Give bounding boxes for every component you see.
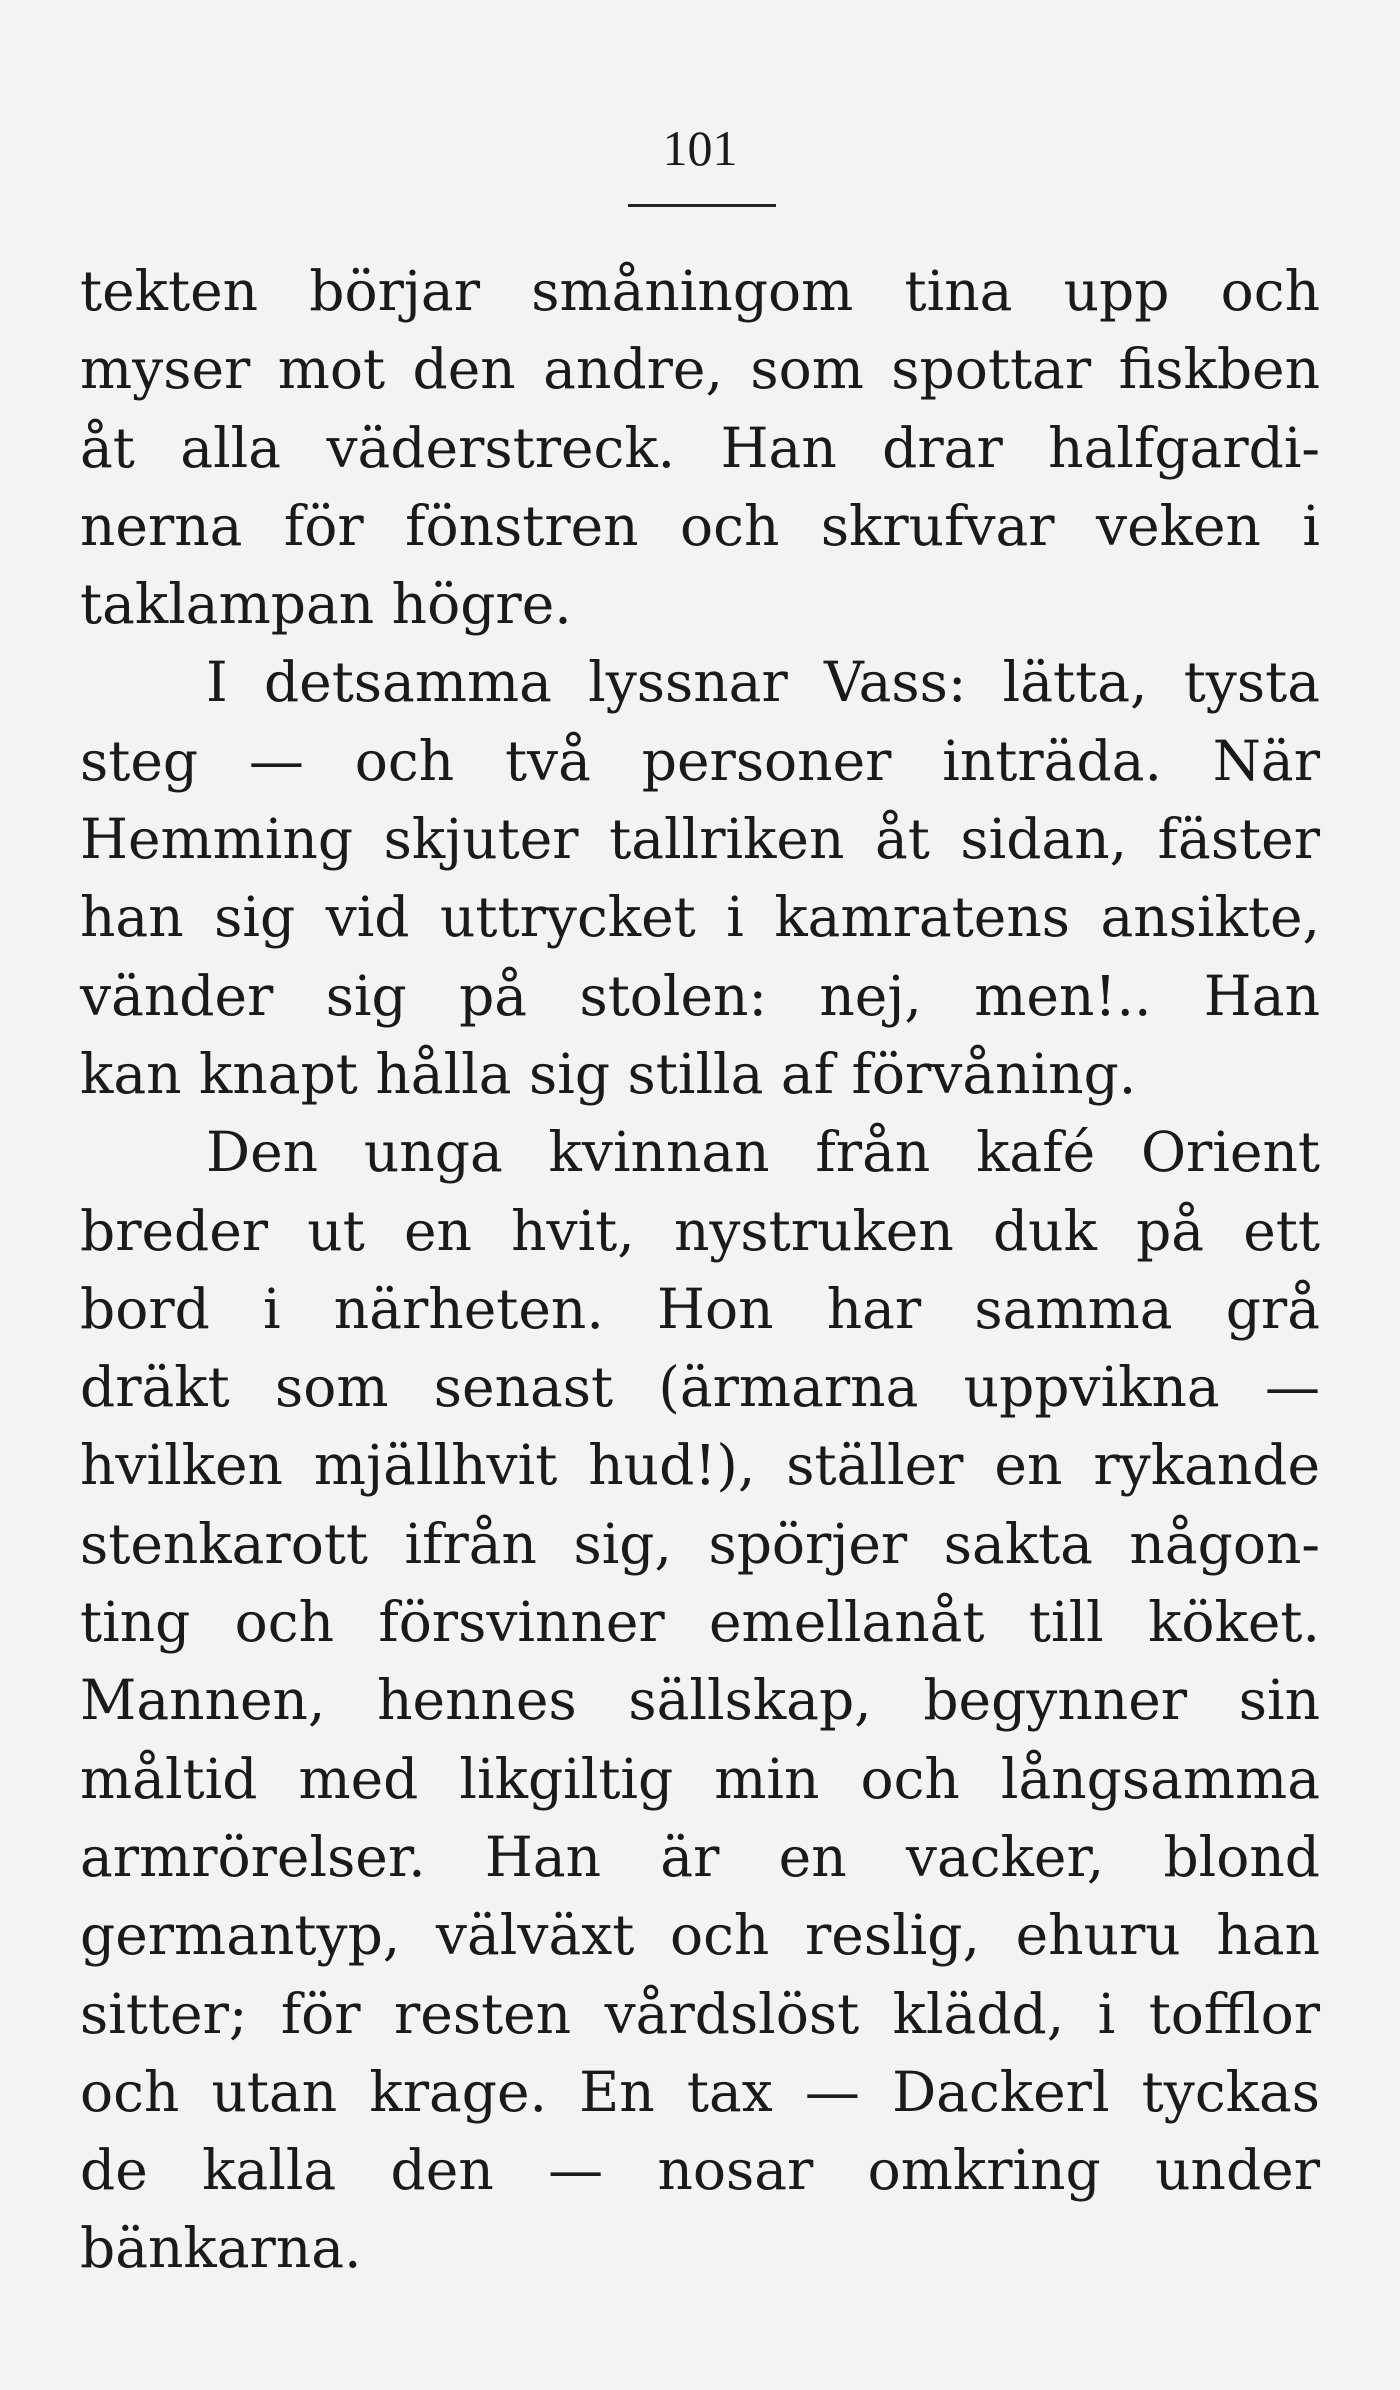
text-line: myser mot den andre, som spottar fiskben [80, 337, 1320, 402]
text-line: vänder sig på stolen: nej, men!.. Han [80, 963, 1320, 1028]
page-number: 101 [662, 120, 738, 176]
text-line: taklampan högre. [80, 572, 572, 637]
text-line: steg — och två personer inträda. När [80, 728, 1320, 793]
text-line: Hemming skjuter tallriken åt sidan, fäster [80, 807, 1320, 872]
text-line: hvilken mjällhvit hud!), ställer en rykande [80, 1433, 1320, 1498]
text-line: I detsamma lyssnar Vass: lätta, tysta [206, 650, 1320, 715]
text-line: sitter; för resten vårdslöst klädd, i tofflor [80, 1981, 1320, 2046]
text-line: bord i närheten. Hon har samma grå [80, 1276, 1320, 1341]
text-line: och utan krage. En tax — Dackerl tyckas [80, 2059, 1320, 2124]
text-line: ting och försvinner emellanåt till köket. [80, 1590, 1320, 1655]
body-text [80, 252, 1320, 2288]
text-line: armrörelser. Han är en vacker, blond [80, 1824, 1320, 1889]
text-line: åt alla väderstreck. Han drar halfgardi- [80, 415, 1320, 480]
text-line: måltid med likgiltig min och långsamma [80, 1746, 1320, 1811]
text-line: nerna för fönstren och skrufvar veken i [80, 493, 1320, 558]
text-line: kan knapt hålla sig stilla af förvåning. [80, 1041, 1137, 1106]
text-line: tekten börjar småningom tina upp och [80, 259, 1320, 323]
text-line: bänkarna. [80, 2216, 362, 2281]
text-line: han sig vid uttrycket i kamratens ansikte, [80, 885, 1320, 950]
text-line: Den unga kvinnan från kafé Orient [206, 1120, 1320, 1185]
text-line: stenkarott ifrån sig, spörjer sakta någon- [80, 1511, 1320, 1576]
header-rule [628, 204, 776, 207]
text-line: Mannen, hennes sällskap, begynner sin [80, 1668, 1320, 1733]
text-line: breder ut en hvit, nystruken duk på ett [80, 1198, 1320, 1263]
text-line: germantyp, välväxt och reslig, ehuru han [80, 1903, 1320, 1968]
text-line: de kalla den — nosar omkring under [80, 2138, 1320, 2203]
text-line: dräkt som senast (ärmarna uppvikna — [80, 1355, 1320, 1420]
